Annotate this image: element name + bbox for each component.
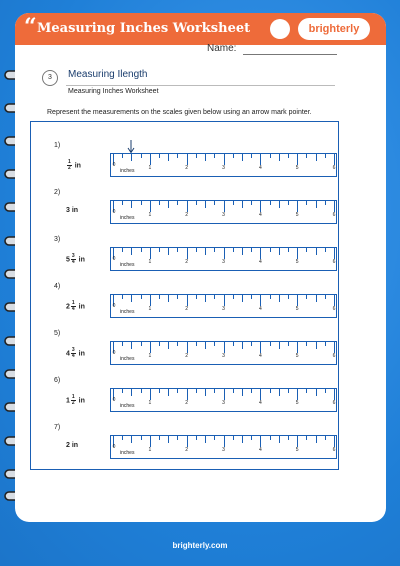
ruler-tick <box>242 436 243 443</box>
ruler-tick <box>260 201 261 212</box>
fraction-denominator: 2 <box>71 400 75 406</box>
ruler-tick <box>122 436 123 440</box>
ruler-tick <box>214 436 215 440</box>
header-circle-icon <box>270 19 290 39</box>
measurement-whole: 4 <box>66 350 70 358</box>
ruler-tick <box>150 248 151 259</box>
measurement-fraction <box>71 254 76 265</box>
ruler-tick-label: 5 <box>295 306 299 312</box>
ruler-tick <box>205 154 206 161</box>
ruler-tick <box>205 389 206 396</box>
ruler-tick-label: 3 <box>222 212 225 218</box>
ruler-tick <box>159 201 160 205</box>
ruler-tick <box>159 248 160 252</box>
ruler-tick <box>316 389 317 396</box>
name-input-line[interactable] <box>243 54 337 55</box>
ruler-tick <box>122 201 123 205</box>
ruler-tick <box>141 201 142 205</box>
ruler-tick <box>196 389 197 393</box>
ruler-tick-label: 3 <box>222 306 225 312</box>
ruler-tick <box>334 436 335 447</box>
ruler-tick <box>205 295 206 302</box>
ruler-tick <box>159 389 160 393</box>
ruler-tick <box>205 342 206 349</box>
ruler-tick <box>177 248 178 252</box>
ruler-tick <box>251 248 252 252</box>
ruler-tick <box>251 201 252 205</box>
measurement-unit: in <box>78 397 85 405</box>
ruler-tick <box>141 389 142 393</box>
ruler-tick-label: 4 <box>258 212 262 218</box>
ruler-tick-label: 4 <box>258 306 262 312</box>
ruler-tick <box>233 248 234 252</box>
ruler-tick <box>233 436 234 440</box>
section-title: Measuring Ilength <box>68 69 148 80</box>
ruler-tick <box>270 342 271 346</box>
ruler-tick-label: 3 <box>222 165 225 171</box>
ruler-tick <box>141 342 142 346</box>
ruler-tick-label: 2 <box>185 212 189 218</box>
problem-number: 6) <box>54 377 61 384</box>
ruler-tick <box>224 201 225 212</box>
ruler-tick <box>279 201 280 208</box>
ruler[interactable] <box>110 388 337 412</box>
ruler-tick <box>279 295 280 302</box>
ruler-tick <box>122 154 123 158</box>
ruler-tick-label: 6 <box>332 165 336 171</box>
ruler-tick-label: 2 <box>185 400 189 406</box>
ruler-tick <box>168 389 169 396</box>
ruler-tick-label: 6 <box>332 353 336 359</box>
problem-number: 1) <box>54 142 61 149</box>
ruler-tick <box>122 389 123 393</box>
ruler-tick <box>233 389 234 393</box>
ruler-tick <box>168 295 169 302</box>
ruler-tick <box>270 201 271 205</box>
ruler-tick <box>316 154 317 161</box>
ruler[interactable] <box>110 294 337 318</box>
ruler-tick <box>233 295 234 299</box>
ruler-tick <box>131 295 132 302</box>
ruler-tick <box>150 389 151 400</box>
ruler-unit-label: inches <box>120 215 135 221</box>
measurement-label <box>66 395 85 406</box>
ruler[interactable] <box>110 341 337 365</box>
ruler-tick <box>214 389 215 393</box>
fraction-denominator: 4 <box>71 259 75 265</box>
ruler-tick <box>159 436 160 440</box>
ruler-tick <box>297 154 298 165</box>
ruler-tick-label: 4 <box>258 259 262 265</box>
ruler-tick <box>131 154 132 161</box>
fraction-numerator: 1 <box>68 159 71 165</box>
ruler-tick <box>306 295 307 299</box>
ruler-tick <box>260 342 261 353</box>
measurement-fraction <box>71 348 76 359</box>
ruler-tick <box>150 154 151 165</box>
ruler-tick <box>196 154 197 158</box>
fraction-denominator: 4 <box>71 306 75 312</box>
measurement-unit: in <box>78 303 85 311</box>
ruler-unit-label: inches <box>120 356 135 362</box>
ruler-tick-label: 3 <box>222 353 225 359</box>
ruler-tick-label: 1 <box>148 353 152 359</box>
ruler-tick <box>270 154 271 158</box>
ruler-tick <box>168 342 169 349</box>
ruler-tick-label: 5 <box>295 259 299 265</box>
ruler-tick-label: 6 <box>332 306 336 312</box>
ruler-tick-label: 2 <box>185 259 189 265</box>
ruler-tick <box>141 248 142 252</box>
ruler-tick <box>187 248 188 259</box>
ruler-tick <box>251 342 252 346</box>
measurement-label <box>66 301 85 312</box>
name-label: Name: <box>207 43 237 54</box>
measurement-label <box>66 207 78 214</box>
ruler-tick <box>325 154 326 158</box>
worksheet-title: Measuring Inches Worksheet <box>37 21 251 36</box>
ruler-tick <box>288 295 289 299</box>
ruler-tick-label: 5 <box>295 212 299 218</box>
ruler-tick-label: 4 <box>258 353 262 359</box>
ruler-tick <box>224 248 225 259</box>
ruler-tick-label: 4 <box>258 165 262 171</box>
ruler-tick <box>168 201 169 208</box>
ruler-tick-label: 5 <box>295 447 299 453</box>
ruler-unit-label: inches <box>120 309 135 315</box>
ruler-tick-label: 1 <box>148 306 152 312</box>
ruler-tick <box>306 154 307 158</box>
ruler-tick <box>131 248 132 255</box>
ruler-tick <box>242 154 243 161</box>
ruler-tick-label: 1 <box>148 259 152 265</box>
ruler-tick <box>177 201 178 205</box>
ruler-tick <box>288 201 289 205</box>
ruler-tick <box>251 389 252 393</box>
ruler-tick <box>196 201 197 205</box>
ruler-tick <box>233 154 234 158</box>
ruler-tick <box>214 248 215 252</box>
ruler-tick-label: 2 <box>185 447 189 453</box>
ruler-tick <box>334 295 335 306</box>
measurement-whole: 3 <box>66 207 70 214</box>
ruler-tick <box>297 295 298 306</box>
ruler-tick <box>242 389 243 396</box>
ruler-tick <box>205 436 206 443</box>
ruler-tick <box>187 295 188 306</box>
ruler-tick <box>214 342 215 346</box>
ruler-tick <box>177 295 178 299</box>
measurement-unit: in <box>78 256 85 264</box>
ruler-tick <box>325 201 326 205</box>
section-number-badge: 3 <box>42 70 58 86</box>
ruler-tick <box>325 295 326 299</box>
ruler-tick <box>316 201 317 208</box>
measurement-unit: in <box>71 442 79 449</box>
ruler-tick <box>260 248 261 259</box>
ruler-tick <box>260 154 261 165</box>
fraction-numerator: 3 <box>71 347 75 353</box>
measurement-whole: 1 <box>66 397 70 405</box>
ruler-tick <box>316 342 317 349</box>
ruler-tick-label: 6 <box>332 212 336 218</box>
measurement-whole: 2 <box>66 442 70 449</box>
ruler-tick <box>150 342 151 353</box>
arrow-pointer-icon <box>127 140 135 154</box>
ruler-tick-label: 6 <box>332 259 336 265</box>
ruler-tick <box>288 154 289 158</box>
ruler-tick-label: 5 <box>295 400 299 406</box>
ruler-tick <box>316 436 317 443</box>
ruler-tick <box>260 295 261 306</box>
ruler-tick <box>233 342 234 346</box>
measurement-whole: 5 <box>66 256 70 264</box>
ruler-tick <box>224 389 225 400</box>
ruler-unit-label: inches <box>120 262 135 268</box>
ruler-tick <box>187 389 188 400</box>
ruler-tick-label: 1 <box>148 447 152 453</box>
ruler-tick <box>242 201 243 208</box>
ruler-tick-label: 0 <box>112 444 116 450</box>
ruler-tick <box>334 201 335 212</box>
measurement-label <box>66 160 81 171</box>
ruler-tick <box>150 295 151 306</box>
ruler-tick <box>279 248 280 255</box>
ruler-tick <box>122 295 123 299</box>
ruler-tick <box>177 154 178 158</box>
ruler-tick <box>187 201 188 212</box>
ruler-tick <box>270 436 271 440</box>
ruler-tick <box>196 295 197 299</box>
ruler-tick-label: 1 <box>148 400 152 406</box>
measurement-whole: 2 <box>66 303 70 311</box>
ruler-tick <box>279 436 280 443</box>
ruler-tick-label: 0 <box>112 350 116 356</box>
ruler-tick <box>168 154 169 161</box>
ruler-tick <box>325 248 326 252</box>
footer-url[interactable]: brighterly.com <box>172 541 228 550</box>
ruler-tick <box>270 295 271 299</box>
ruler-tick <box>316 248 317 255</box>
ruler-tick <box>297 248 298 259</box>
ruler-unit-label: inches <box>120 168 135 174</box>
measurement-label <box>66 442 78 449</box>
ruler-tick-label: 2 <box>185 353 189 359</box>
ruler-tick-label: 0 <box>112 209 116 215</box>
ruler-tick <box>297 201 298 212</box>
ruler-tick <box>177 342 178 346</box>
section-divider <box>66 85 335 86</box>
ruler-tick <box>306 201 307 205</box>
ruler-tick <box>279 154 280 161</box>
fraction-numerator: 1 <box>71 394 75 400</box>
ruler-tick <box>306 389 307 393</box>
ruler-tick-label: 3 <box>222 447 225 453</box>
ruler-tick-label: 4 <box>258 400 262 406</box>
ruler-tick <box>306 436 307 440</box>
problem-number: 7) <box>54 424 61 431</box>
ruler-tick <box>214 154 215 158</box>
ruler-tick <box>122 342 123 346</box>
ruler-tick <box>196 342 197 346</box>
ruler-tick <box>242 342 243 349</box>
fraction-denominator: 4 <box>71 353 75 359</box>
ruler-tick-label: 0 <box>112 303 116 309</box>
ruler-tick-label: 0 <box>112 397 116 403</box>
fraction-numerator: 1 <box>71 300 75 306</box>
problem-number: 5) <box>54 330 61 337</box>
ruler-tick-label: 2 <box>185 306 189 312</box>
ruler-tick <box>251 295 252 299</box>
ruler-tick <box>242 248 243 255</box>
ruler-tick <box>187 154 188 165</box>
ruler-tick-label: 2 <box>185 165 189 171</box>
ruler-tick <box>177 389 178 393</box>
problem-number: 4) <box>54 283 61 290</box>
ruler-tick <box>214 201 215 205</box>
ruler[interactable] <box>110 153 337 177</box>
quote-icon: “ <box>24 14 37 40</box>
instruction-text: Represent the measurements on the scales given below using an arrow mark pointer. <box>47 109 312 116</box>
ruler-tick <box>297 436 298 447</box>
ruler-tick <box>214 295 215 299</box>
measurement-unit: in <box>71 207 79 214</box>
measurement-label <box>66 348 85 359</box>
brand-logo[interactable]: brighterly <box>298 18 370 40</box>
ruler-tick <box>205 248 206 255</box>
fraction-denominator: 2 <box>68 165 71 171</box>
ruler-tick <box>279 342 280 349</box>
ruler-unit-label: inches <box>120 450 135 456</box>
problem-number: 2) <box>54 189 61 196</box>
ruler-tick <box>288 248 289 252</box>
ruler-tick <box>334 342 335 353</box>
ruler-tick <box>288 342 289 346</box>
ruler-tick <box>205 201 206 208</box>
ruler-tick-label: 5 <box>295 353 299 359</box>
ruler-tick <box>177 436 178 440</box>
ruler-tick <box>224 436 225 447</box>
ruler-tick <box>242 295 243 302</box>
ruler-tick <box>168 248 169 255</box>
ruler-tick <box>306 342 307 346</box>
problem-number: 3) <box>54 236 61 243</box>
ruler-tick <box>334 389 335 400</box>
ruler-unit-label: inches <box>120 403 135 409</box>
ruler-tick <box>233 201 234 205</box>
ruler-tick <box>131 436 132 443</box>
ruler[interactable] <box>110 247 337 271</box>
ruler-tick <box>141 295 142 299</box>
ruler-tick <box>168 436 169 443</box>
ruler-tick <box>334 248 335 259</box>
ruler-tick <box>150 436 151 447</box>
ruler-tick <box>251 154 252 158</box>
ruler-tick <box>251 436 252 440</box>
ruler-tick <box>270 389 271 393</box>
ruler-tick <box>297 389 298 400</box>
ruler-tick-label: 6 <box>332 400 336 406</box>
ruler-tick <box>131 201 132 208</box>
ruler-tick <box>306 248 307 252</box>
ruler-tick <box>187 436 188 447</box>
ruler-tick <box>334 154 335 165</box>
measurement-fraction <box>71 395 76 406</box>
ruler-tick <box>325 342 326 346</box>
ruler-tick-label: 5 <box>295 165 299 171</box>
ruler-tick <box>260 389 261 400</box>
ruler-tick-label: 1 <box>148 165 152 171</box>
ruler-tick <box>159 342 160 346</box>
ruler-tick <box>150 201 151 212</box>
fraction-numerator: 3 <box>71 253 75 259</box>
ruler-tick <box>196 248 197 252</box>
ruler-tick <box>325 389 326 393</box>
ruler-tick <box>325 436 326 440</box>
ruler-tick-label: 0 <box>112 162 116 168</box>
measurement-label <box>66 254 85 265</box>
ruler-tick-label: 4 <box>258 447 262 453</box>
ruler-tick <box>131 389 132 396</box>
ruler-tick-label: 6 <box>332 447 336 453</box>
ruler-tick <box>288 389 289 393</box>
ruler-tick-label: 1 <box>148 212 152 218</box>
ruler-tick <box>131 342 132 349</box>
ruler-tick-label: 3 <box>222 400 225 406</box>
ruler-tick <box>224 154 225 165</box>
measurement-fraction <box>71 301 76 312</box>
ruler-tick-label: 0 <box>112 256 116 262</box>
ruler-tick <box>260 436 261 447</box>
section-subtitle: Measuring Inches Worksheet <box>68 88 159 95</box>
ruler-tick <box>187 342 188 353</box>
ruler-tick <box>196 436 197 440</box>
ruler-tick <box>224 342 225 353</box>
ruler[interactable] <box>110 435 337 459</box>
ruler-tick <box>141 436 142 440</box>
ruler-tick <box>297 342 298 353</box>
ruler-tick <box>122 248 123 252</box>
ruler-tick-label: 3 <box>222 259 225 265</box>
ruler[interactable] <box>110 200 337 224</box>
ruler-tick <box>279 389 280 396</box>
worksheet-header <box>15 13 386 45</box>
ruler-tick <box>224 295 225 306</box>
ruler-tick <box>288 436 289 440</box>
ruler-tick <box>141 154 142 158</box>
ruler-tick <box>159 154 160 158</box>
measurement-unit: in <box>74 162 81 170</box>
measurement-fraction <box>67 160 72 171</box>
measurement-unit: in <box>78 350 85 358</box>
ruler-tick <box>270 248 271 252</box>
ruler-tick <box>316 295 317 302</box>
ruler-tick <box>159 295 160 299</box>
